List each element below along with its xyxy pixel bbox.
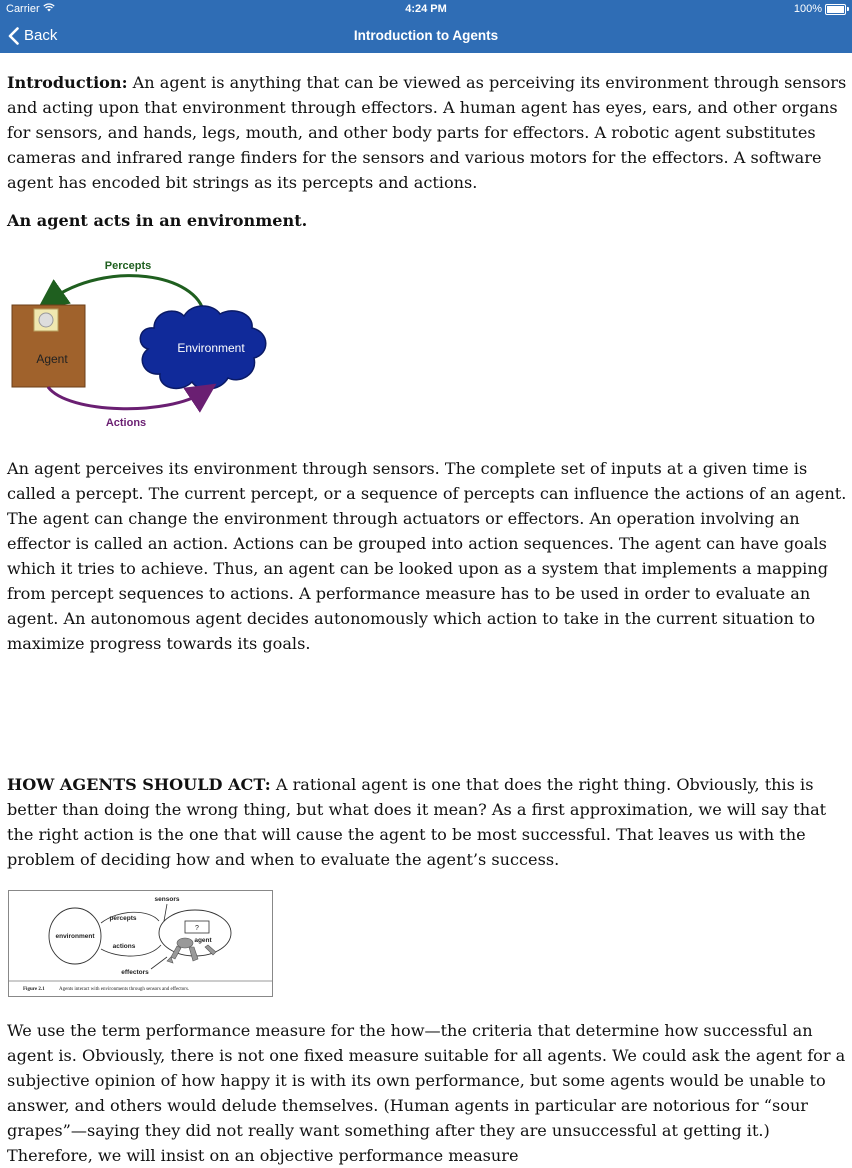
figure-2-1 [8, 890, 273, 997]
intro-text: An agent is anything that can be viewed as perceiving its environment through sensors and acting upon that environment through effectors. A human agent has eyes, ears, and other organs for sensors, and hands, legs, mouth, and other body parts for effectors. A robotic agent substitutes cameras and infrared range finders for the sensors and various motors for the effectors. A software agent has encoded bit strings as its percepts and actions. [7, 73, 847, 192]
status-bar [0, 0, 852, 18]
agent-label: Agent [36, 352, 68, 366]
intro-paragraph [7, 70, 847, 195]
fig-caption-text: Agents interact with environments through sensors and effectors. [59, 987, 190, 992]
environment-label: Environment [177, 341, 245, 355]
fig-caption-label: Figure 2.1 [23, 987, 45, 992]
performance-measure-paragraph: We use the term performance measure for the how—the criteria that determine how successful an agent is. Obviously, there is not one fixed measure suitable for all agents. We could ask the agent for a subjective opinion of how happy it is with its own performance, but some agents would be unable to answer, and others would delude themselves. (Human agents in particular are notorious for “sour grapes”—saying they did not really want something after they are unsuccessful at getting it.) Therefore, we will insist on an objective performance measure [7, 1021, 846, 1165]
fig-question-label: ? [195, 925, 199, 932]
battery-tip [847, 7, 849, 11]
should-act-text: A rational agent is one that does the right thing. Obviously, this is better than doing the wrong thing, but what does it mean? As a first approximation, we will say that the right action is the one that will cause the agent to be most successful. That leaves us with the problem of deciding how and when to evaluate the agent’s success. [7, 775, 827, 869]
page-title: Introduction to Agents [353, 28, 499, 43]
effectors-line [151, 957, 167, 969]
fig-environment-label: environment [55, 933, 95, 940]
intro-label: Introduction: [7, 73, 128, 92]
clock-time: 4:24 PM [405, 3, 447, 15]
percepts-label: Percepts [104, 260, 152, 272]
should-act-label: HOW AGENTS SHOULD ACT: [7, 775, 271, 794]
back-button[interactable] [8, 18, 57, 53]
back-label: Back [24, 27, 58, 44]
actions-arrow [48, 387, 204, 409]
fig-agent-label: agent [194, 937, 212, 944]
carrier-label: Carrier [6, 3, 40, 15]
actions-label: Actions [105, 417, 147, 429]
perceives-paragraph: An agent perceives its environment through sensors. The complete set of inputs at a given time is called a percept. The current percept, or a sequence of percepts can influence the actions of an agent. The agent can change the environment through actuators or effectors. An operation involving an effector is called an action. Actions can be grouped into action sequences. The agent can have goals which it tries to achieve. Thus, an agent can be looked upon as a system that implements a mapping from percept sequences to actions. A performance measure has to be used in order to evaluate an agent. An autonomous agent decides autonomously which action to take in the current situation to maximize progress towards its goals. [7, 459, 847, 653]
chevron-left-icon [8, 27, 19, 45]
battery-percent: 100% [793, 3, 822, 15]
navigation-bar [0, 18, 852, 53]
agent-face-icon [34, 309, 58, 331]
fig-effectors-label: effectors [121, 969, 149, 976]
battery-icon [825, 4, 846, 15]
fig-actions-label: actions [112, 943, 136, 950]
environment-heading: An agent acts in an environment. [7, 211, 308, 230]
agent-environment-diagram [8, 254, 278, 429]
should-act-paragraph [7, 772, 847, 872]
fig-sensors-label: sensors [154, 896, 180, 903]
fig-percepts-label: percepts [109, 915, 137, 922]
